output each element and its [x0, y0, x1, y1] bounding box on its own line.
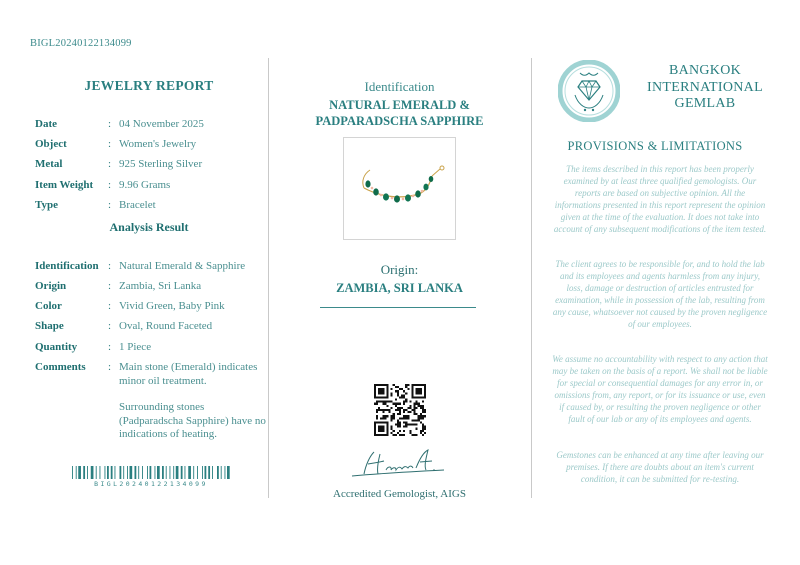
- origin-divider: [320, 307, 476, 308]
- analysis-title: Analysis Result: [109, 220, 189, 234]
- barcode-number: BIGL20240122134099: [94, 480, 208, 488]
- analysis-value: Zambia, Sri Lanka: [119, 280, 202, 292]
- lab-name-line-1: BANGKOK: [668, 63, 742, 78]
- product-photo: [343, 137, 456, 240]
- analysis-value: Vivid Green, Baby Pink: [119, 300, 225, 312]
- comment-main-stone: Main stone (Emerald) indicates minor oil treatment.: [119, 361, 258, 387]
- detail-colon: :: [108, 199, 112, 211]
- detail-value: 04 November 2025: [119, 118, 204, 130]
- detail-colon: :: [108, 158, 112, 170]
- analysis-label: Origin: [35, 280, 67, 292]
- analysis-colon: :: [108, 300, 112, 312]
- provision-paragraph: The items described in this report has been properly examined by at least three qualified gemologists. Our reports are based on subjective opinion. All the informations presented in this report represent the opinion given at the time of the evaluation. It does not take into account of any subsequent modifications of the item tested.: [553, 164, 767, 235]
- report-title: JEWELRY REPORT: [84, 78, 214, 93]
- detail-value: Bracelet: [119, 199, 156, 211]
- detail-label: Item Weight: [35, 179, 94, 191]
- analysis-colon: :: [108, 260, 112, 272]
- detail-label: Object: [35, 138, 67, 150]
- detail-colon: :: [108, 179, 112, 191]
- gemologist-label: Accredited Gemologist, AIGS: [333, 488, 466, 500]
- analysis-label: Quantity: [35, 341, 78, 353]
- barcode: [72, 466, 230, 479]
- detail-colon: :: [108, 138, 112, 150]
- qr-code-icon: [374, 384, 426, 436]
- detail-colon: :: [108, 118, 112, 130]
- analysis-label: Color: [35, 300, 62, 312]
- provision-paragraph: Gemstones can be enhanced at any time after leaving our premises. If there are doubts about an item's current condition, it can be submitted for re-testing.: [556, 450, 764, 485]
- detail-label: Date: [35, 118, 57, 130]
- detail-label: Metal: [35, 158, 63, 170]
- lab-name-line-3: GEMLAB: [674, 96, 736, 111]
- origin-value: ZAMBIA, SRI LANKA: [336, 281, 463, 295]
- provision-paragraph: The client agrees to be responsible for, and to hold the lab and its employees and agents harmless from any injury, loss, damage or destruction of articles entrusted for examination, while in possession of the lab, resulting from any cause, whatsoever not caused by the proven negligence of our employees.: [552, 259, 768, 330]
- report-id: BIGL20240122134099: [30, 38, 132, 49]
- detail-value: Women's Jewelry: [119, 138, 197, 150]
- analysis-label: Shape: [35, 320, 64, 332]
- analysis-colon: :: [108, 361, 112, 373]
- analysis-value: 1 Piece: [119, 341, 152, 353]
- detail-label: Type: [35, 199, 59, 211]
- identification-heading: Identification: [364, 79, 435, 94]
- lab-name: [630, 63, 780, 113]
- identification-name: [268, 97, 531, 129]
- comment-surrounding-stones: Surrounding stones (Padparadscha Sapphire) have no indications of heating.: [119, 401, 266, 440]
- detail-value: 9.96 Grams: [119, 179, 171, 191]
- signature: [344, 446, 454, 484]
- provision-paragraph: We assume no accountability with respect to any action that may be taken on the basis of a report. We shall not be liable for special or consequential damages for any error in, or omissions from, any report, or for its issuance or use, even if caused by, or resulting the proven negligence or other fault of our lab or any of its employees and agents.: [552, 354, 768, 425]
- origin-heading: Origin:: [380, 262, 419, 277]
- analysis-label: Identification: [35, 260, 99, 272]
- detail-value: 925 Sterling Silver: [119, 158, 203, 170]
- identification-line-2: PADPARADSCHA SAPPHIRE: [315, 114, 484, 128]
- gem-crest-logo-icon: [558, 60, 620, 122]
- analysis-colon: :: [108, 280, 112, 292]
- analysis-colon: :: [108, 320, 112, 332]
- lab-name-line-2: INTERNATIONAL: [647, 79, 763, 95]
- analysis-value: Oval, Round Faceted: [119, 320, 213, 332]
- emerald-bracelet-photo: [344, 138, 455, 239]
- analysis-label: Comments: [35, 361, 86, 373]
- provisions-title: PROVISIONS & LIMITATIONS: [567, 139, 743, 153]
- analysis-value: Natural Emerald & Sapphire: [119, 260, 246, 272]
- column-divider-right: [531, 58, 532, 498]
- analysis-colon: :: [108, 341, 112, 353]
- identification-line-1: NATURAL EMERALD &: [329, 98, 470, 112]
